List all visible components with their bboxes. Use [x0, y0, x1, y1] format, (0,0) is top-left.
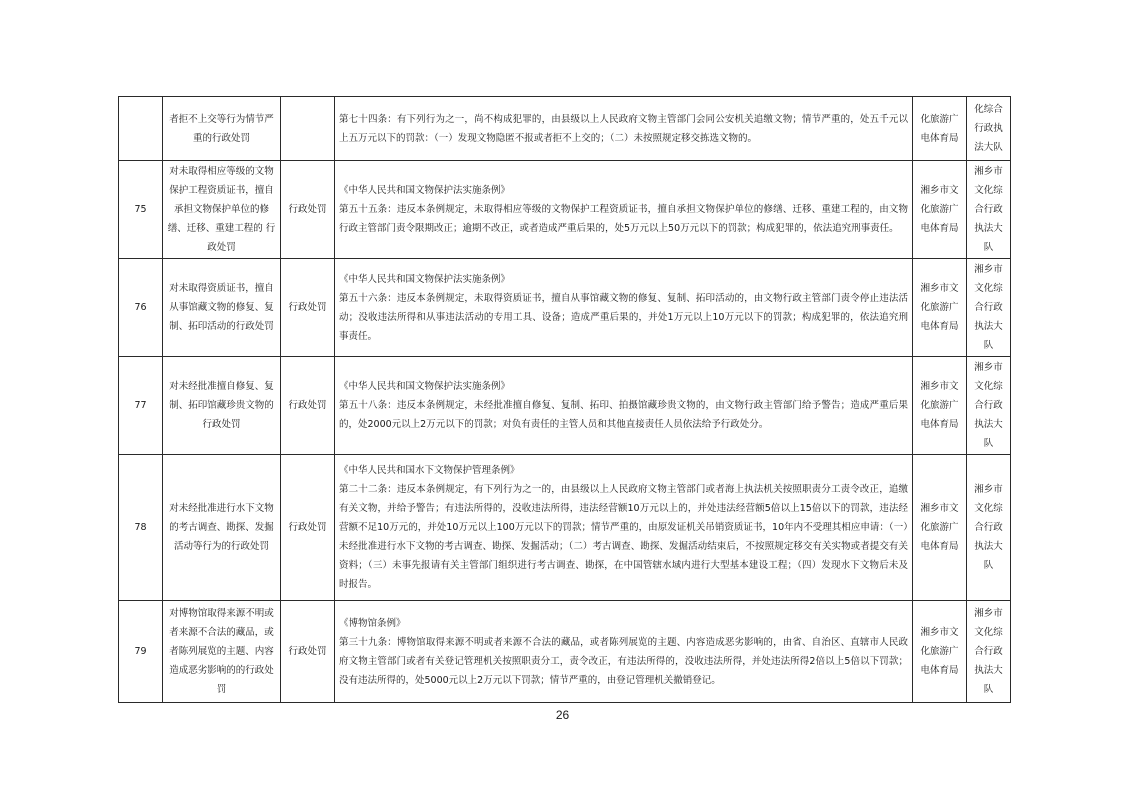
- administrative-penalty-table: [118, 96, 1011, 703]
- enforcement-agency: 湘乡市文化综合行政执法大队: [967, 601, 1011, 703]
- regulation-article: 第三十九条：博物馆取得来源不明或者来源不合法的藏品，或者陈列展览的主题、内容造成恶劣影响的，由省、自治区、直辖市人民政府文物主管部门或者有关登记管理机关按照职责分工，责令改正，有违法所得的，没收违法所得，并处违法所得2倍以上5倍以下罚款；没有违法所得的，处5000元以上2万元以下罚款；情节严重的，由登记管理机关撤销登记。: [339, 636, 908, 686]
- regulation-title: 《中华人民共和国文物保护法实施条例》: [339, 273, 511, 285]
- item-type: 行政处罚: [281, 357, 335, 455]
- table-row: [119, 161, 1011, 259]
- row-number: 77: [119, 357, 163, 455]
- table-row: [119, 357, 1011, 455]
- table-row: [119, 97, 1011, 161]
- page-number: 26: [555, 708, 570, 722]
- responsible-department: 湘乡市文化旅游广电体育局: [913, 259, 967, 357]
- regulation-article: 第七十四条：有下列行为之一，尚不构成犯罪的，由县级以上人民政府文物主管部门会同公安机关追缴文物；情节严重的，处五千元以上五万元以下的罚款：（一）发现文物隐匿不报或者拒不上交的；（二）未按照规定移交拣选文物的。: [339, 113, 908, 144]
- enforcement-agency: 湘乡市文化综合行政执法大队: [967, 161, 1011, 259]
- item-type: 行政处罚: [281, 259, 335, 357]
- legal-basis: [335, 601, 913, 703]
- table-body: [119, 97, 1011, 703]
- legal-basis: [335, 97, 913, 161]
- enforcement-agency: 湘乡市文化综合行政执法大队: [967, 259, 1011, 357]
- table-row: [119, 259, 1011, 357]
- item-name: 对未取得相应等级的文物保护工程资质证书，擅自承担文物保护单位的修缮、迁移、重建工程的 行政处罚: [163, 161, 281, 259]
- responsible-department: 化旅游广电体育局: [913, 97, 967, 161]
- enforcement-agency: 化综合行政执法大队: [967, 97, 1011, 161]
- item-type: 行政处罚: [281, 455, 335, 601]
- legal-basis: [335, 259, 913, 357]
- item-name: 对未经批准进行水下文物的考古调查、勘探、发掘活动等行为的行政处罚: [163, 455, 281, 601]
- item-name: 对博物馆取得来源不明或者来源不合法的藏品，或者陈列展览的主题、内容造成恶劣影响的的行政处罚: [163, 601, 281, 703]
- regulation-title: 《博物馆条例》: [339, 617, 406, 629]
- item-name: 者拒不上交等行为情节严重的行政处罚: [163, 97, 281, 161]
- row-number: 75: [119, 161, 163, 259]
- regulation-article: 第五十六条：违反本条例规定，未取得资质证书，擅自从事馆藏文物的修复、复制、拓印活动的，由文物行政主管部门责令停止违法活动；没收违法所得和从事违法活动的专用工具、设备；造成严重后果的，并处1万元以上10万元以下的罚款；构成犯罪的，依法追究刑事责任。: [339, 292, 908, 342]
- regulation-title: 《中华人民共和国文物保护法实施条例》: [339, 381, 511, 392]
- row-number: [119, 97, 163, 161]
- regulation-article: 第二十二条：违反本条例规定，有下列行为之一的，由县级以上人民政府文物主管部门或者海上执法机关按照职责分工责令改正，追缴有关文物，并给予警告；有违法所得的，没收违法所得，违法经营额10万元以上的，并处违法经营额5倍以上15倍以下的罚款，违法经营额不足10万元的，并处10万元以上100万元以下的罚款；情节严重的，由原发证机关吊销资质证书，10年内不受理其相应申请：（一）未经批准进行水下文物的考古调查、勘探、发掘活动；（二）考古调查、勘探、发掘活动结束后，不按照规定移交有关实物或者提交有关资料；（三）未事先报请有关主管部门组织进行考古调查、勘探，在中国管辖水域内进行大型基本建设工程；（四）发现水下文物后未及时报告。: [339, 484, 908, 590]
- regulation-title: 《中华人民共和国水下文物保护管理条例》: [339, 465, 520, 476]
- table-row: [119, 601, 1011, 703]
- responsible-department: 湘乡市文化旅游广电体育局: [913, 601, 967, 703]
- responsible-department: 湘乡市文化旅游广电体育局: [913, 161, 967, 259]
- legal-basis: [335, 161, 913, 259]
- responsible-department: 湘乡市文化旅游广电体育局: [913, 455, 967, 601]
- legal-basis: [335, 455, 913, 601]
- item-type: [281, 97, 335, 161]
- row-number: 76: [119, 259, 163, 357]
- item-name: 对未取得资质证书，擅自从事馆藏文物的修复、复制、拓印活动的行政处罚: [163, 259, 281, 357]
- enforcement-agency: 湘乡市文化综合行政执法大队: [967, 357, 1011, 455]
- responsible-department: 湘乡市文化旅游广电体育局: [913, 357, 967, 455]
- regulation-title: 《中华人民共和国文物保护法实施条例》: [339, 185, 511, 196]
- row-number: 78: [119, 455, 163, 601]
- regulation-article: 第五十五条：违反本条例规定，未取得相应等级的文物保护工程资质证书，擅自承担文物保护单位的修缮、迁移、重建工程的，由文物行政主管部门责令限期改正；逾期不改正，或者造成严重后果的，处5万元以上50万元以下的罚款；构成犯罪的，依法追究刑事责任。: [339, 204, 908, 234]
- row-number: 79: [119, 601, 163, 703]
- item-type: 行政处罚: [281, 161, 335, 259]
- enforcement-agency: 湘乡市文化综合行政执法大队: [967, 455, 1011, 601]
- item-type: 行政处罚: [281, 601, 335, 703]
- legal-basis: [335, 357, 913, 455]
- regulation-article: 第五十八条：违反本条例规定，未经批准擅自修复、复制、拓印、拍摄馆藏珍贵文物的，由文物行政主管部门给予警告；造成严重后果的，处2000元以上2万元以下的罚款；对负有责任的主管人员和其他直接责任人员依法给予行政处分。: [339, 400, 908, 430]
- item-name: 对未经批准擅自修复、复制、拓印馆藏珍贵文物的行政处罚: [163, 357, 281, 455]
- table-row: [119, 455, 1011, 601]
